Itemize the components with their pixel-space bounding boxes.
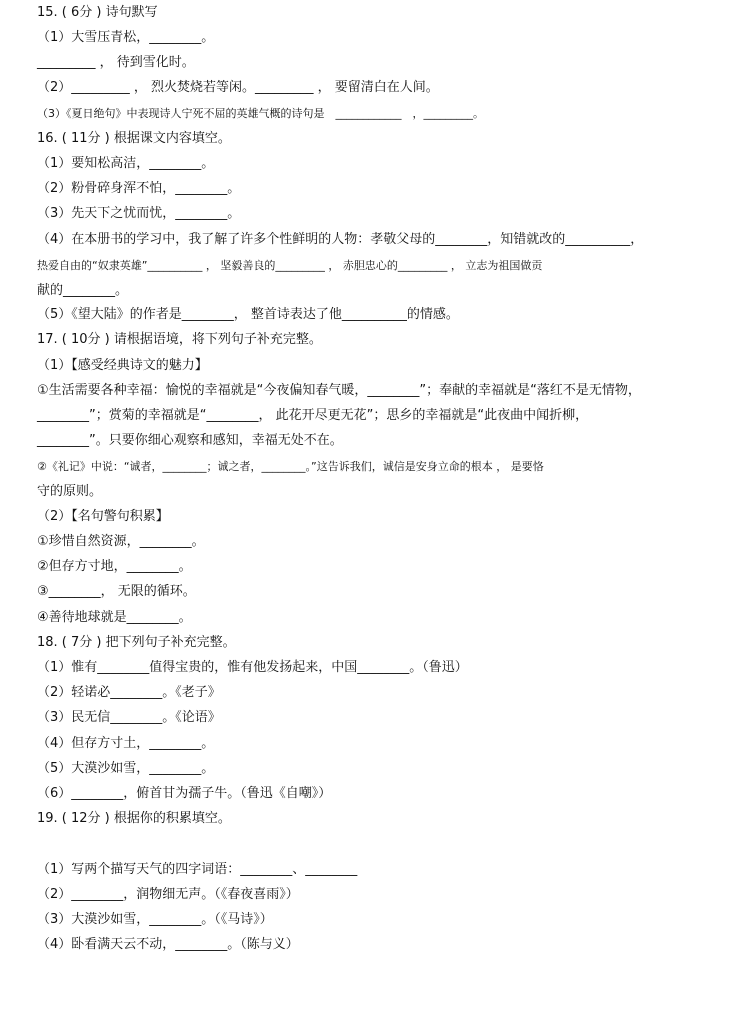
question-19-title: 19. ( 12分 ) 根据你的积累填空。 — [37, 811, 231, 826]
q18-item-6: （6）________，俯首甘为孺子牛。（鲁迅《自嘲》） — [37, 786, 332, 801]
q17-part-2-item-4: ④善待地球就是________。 — [37, 610, 192, 625]
q17-part-2-item-3: ③________， 无限的循环。 — [37, 584, 196, 599]
q16-item-4: （4）在本册书的学习中，我了解了许多个性鲜明的人物：孝敬父母的________，知错就改的__________， — [37, 232, 644, 247]
q17-item-2-line-2: 守的原则。 — [37, 484, 103, 499]
q17-item-1-line-2: ________”；赏菊的幸福就是“________， 此花开尽更无花”；思乡的幸福就是“此夜曲中闻折柳， — [37, 408, 589, 423]
q18-item-4: （4）但存方寸土，________。 — [37, 736, 215, 751]
q19-item-2: （2）________，润物细无声。（《春夜喜雨》） — [37, 887, 299, 902]
q17-part-2-heading: （2）【名句警句积累】 — [37, 509, 169, 524]
q17-part-2-item-1: ①珍惜自然资源，________。 — [37, 534, 205, 549]
q16-item-2: （2）粉骨碎身浑不怕，________。 — [37, 181, 241, 196]
q15-item-1-continued: _________ ， 待到雪化时。 — [37, 55, 195, 70]
q15-item-1: （1）大雪压青松，________。 — [37, 30, 215, 45]
q17-item-1-line-3: ________”。只要你细心观察和感知，幸福无处不在。 — [37, 433, 343, 448]
q18-item-2: （2）轻诺必________。《老子》 — [37, 685, 221, 700]
question-18-title: 18. ( 7分 ) 把下列句子补充完整。 — [37, 635, 236, 650]
question-17-title: 17. ( 10分 ) 请根据语境，将下列句子补充完整。 — [37, 332, 322, 347]
question-16-title: 16. ( 11分 ) 根据课文内容填空。 — [37, 131, 231, 146]
q18-item-3: （3）民无信________。《论语》 — [37, 710, 221, 725]
q15-item-2: （2）_________ ， 烈火焚烧若等闲。_________ ， 要留清白在人间。 — [37, 80, 439, 95]
q19-item-3: （3）大漠沙如雪，________。（《马诗》） — [37, 912, 273, 927]
q17-item-2-line-1: ②《礼记》中说：“诚者，________；诚之者，________。”这告诉我们，诚信是安身立命的根本 ， 是要恪 — [37, 460, 544, 473]
q16-item-4-end: 献的________。 — [37, 283, 129, 298]
q18-item-5: （5）大漠沙如雪，________。 — [37, 761, 215, 776]
q17-part-2-item-2: ②但存方寸地，________。 — [37, 559, 192, 574]
q16-item-1: （1）要知松高洁，________。 — [37, 156, 215, 171]
question-15-title: 15. ( 6分 ) 诗句默写 — [37, 5, 158, 20]
q17-part-1-heading: （1）【感受经典诗文的魅力】 — [37, 358, 208, 373]
q19-item-4: （4）卧看满天云不动，________。（陈与义） — [37, 937, 299, 952]
q16-item-5: （5）《望大陆》的作者是________， 整首诗表达了他__________的情感。 — [37, 307, 459, 322]
q19-item-1: （1）写两个描写天气的四字词语：________、________ — [37, 862, 358, 877]
q18-item-1: （1）惟有________值得宝贵的，惟有他发扬起来，中国________。（鲁迅） — [37, 660, 468, 675]
q17-item-1-line-1: ①生活需要各种幸福：愉悦的幸福就是“今夜偏知春气暖，________”；奉献的幸福就是“落红不是无情物， — [37, 383, 641, 398]
q15-item-3: （3）《夏日绝句》中表现诗人宁死不屈的英雄气概的诗句是 ____________ ，_________。 — [37, 107, 484, 120]
q16-item-3: （3）先天下之忧而忧，________。 — [37, 206, 241, 221]
q16-item-4-continued: 热爱自由的“奴隶英雄”__________ ， 坚毅善良的_________ ， 赤胆忠心的_________ ， 立志为祖国做贡 — [37, 259, 543, 272]
